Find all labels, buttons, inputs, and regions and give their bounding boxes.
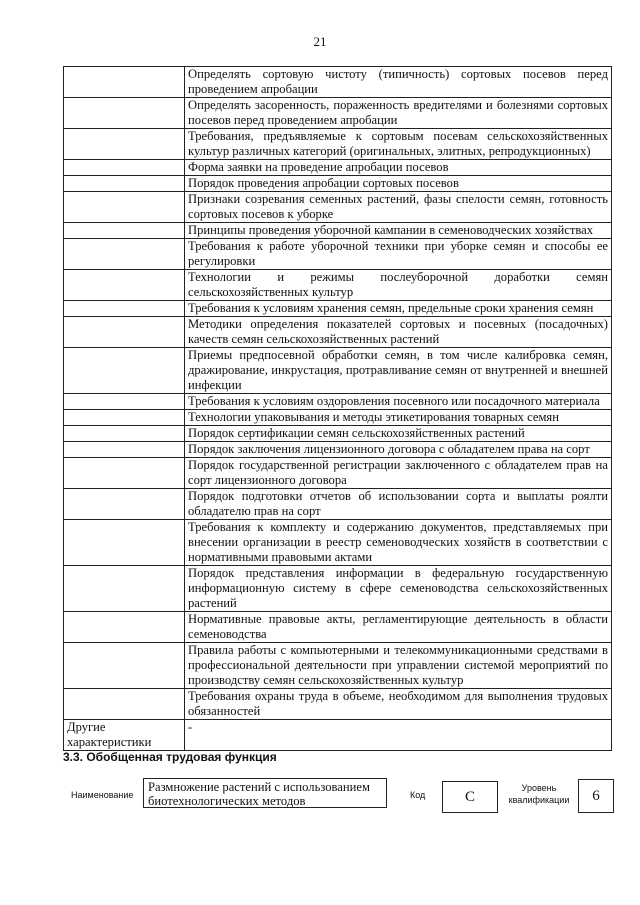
row-requirement: Требования, предъявляемые к сортовым посевам сельскохозяйственных культур различных категорий (оригинальных, элитных, репродукционных) [185, 129, 612, 160]
row-category [64, 458, 185, 489]
level-field: 6 [578, 779, 614, 813]
row-requirement: Определять засоренность, пораженность вредителями и болезнями сортовых посевов перед проведением апробации [185, 98, 612, 129]
row-category [64, 98, 185, 129]
row-category [64, 426, 185, 442]
row-requirement: Требования к условиям хранения семян, предельные сроки хранения семян [185, 301, 612, 317]
row-category [64, 67, 185, 98]
row-requirement: Порядок проведения апробации сортовых посевов [185, 176, 612, 192]
row-category [64, 270, 185, 301]
row-category: Другие характеристики [64, 720, 185, 751]
row-requirement: Приемы предпосевной обработки семян, в том числе калибровка семян, дражирование, инкрустация, протравливание семян от внутренней и внешней инфекции [185, 348, 612, 394]
table-row [64, 239, 612, 270]
row-category [64, 442, 185, 458]
row-category [64, 192, 185, 223]
level-label: Уровень квалификации [508, 783, 570, 805]
row-category [64, 566, 185, 612]
table-row [64, 643, 612, 689]
table-row [64, 612, 612, 643]
table-row [64, 317, 612, 348]
row-requirement: - [185, 720, 612, 751]
table-row [64, 223, 612, 239]
code-field: С [442, 781, 498, 813]
row-category [64, 348, 185, 394]
code-label: Код [410, 790, 426, 800]
row-requirement: Технологии упаковывания и методы этикетирования товарных семян [185, 410, 612, 426]
row-requirement: Требования к условиям оздоровления посевного или посадочного материала [185, 394, 612, 410]
table-row [64, 98, 612, 129]
row-category [64, 689, 185, 720]
row-requirement: Требования к комплекту и содержанию документов, представляемых при внесении организации в реестр семеноводческих хозяйств в соответствии с нормативными правовыми актами [185, 520, 612, 566]
table-row [64, 301, 612, 317]
table-row [64, 394, 612, 410]
table-row [64, 489, 612, 520]
table-row [64, 566, 612, 612]
table-row [64, 520, 612, 566]
table-row [64, 426, 612, 442]
row-category [64, 160, 185, 176]
row-category [64, 489, 185, 520]
generalized-function-row [63, 778, 613, 818]
row-category [64, 520, 185, 566]
row-requirement: Порядок заключения лицензионного договора с обладателем права на сорт [185, 442, 612, 458]
table-row [64, 129, 612, 160]
row-category [64, 129, 185, 160]
table-row [64, 410, 612, 426]
row-category [64, 239, 185, 270]
requirements-table [63, 66, 612, 751]
table-row [64, 458, 612, 489]
row-category [64, 643, 185, 689]
row-requirement: Порядок подготовки отчетов об использовании сорта и выплаты роялти обладателю прав на сорт [185, 489, 612, 520]
row-category [64, 410, 185, 426]
row-requirement: Правила работы с компьютерными и телекоммуникационными средствами в профессиональной деятельности при управлении системой мероприятий по производству семян сельскохозяйственных культур [185, 643, 612, 689]
table-row [64, 192, 612, 223]
table-row [64, 176, 612, 192]
row-requirement: Форма заявки на проведение апробации посевов [185, 160, 612, 176]
table-row [64, 442, 612, 458]
row-category [64, 317, 185, 348]
row-requirement: Требования к работе уборочной техники при уборке семян и способы ее регулировки [185, 239, 612, 270]
row-requirement: Признаки созревания семенных растений, фазы спелости семян, готовность сортовых посевов к уборке [185, 192, 612, 223]
row-category [64, 394, 185, 410]
row-requirement: Порядок представления информации в федеральную государственную информационную систему в сфере семеноводства сельскохозяйственных растений [185, 566, 612, 612]
table-row [64, 67, 612, 98]
page-number: 21 [313, 34, 327, 49]
row-requirement: Порядок государственной регистрации заключенного с обладателем прав на сорт лицензионного договора [185, 458, 612, 489]
table-row [64, 348, 612, 394]
row-requirement: Нормативные правовые акты, регламентирующие деятельность в области семеноводства [185, 612, 612, 643]
row-category [64, 301, 185, 317]
row-requirement: Определять сортовую чистоту (типичность) сортовых посевов перед проведением апробации [185, 67, 612, 98]
section-title: 3.3. Обобщенная трудовая функция [63, 750, 277, 764]
row-category [64, 223, 185, 239]
row-category [64, 612, 185, 643]
row-requirement: Принципы проведения уборочной кампании в семеноводческих хозяйствах [185, 223, 612, 239]
table-row [64, 160, 612, 176]
row-requirement: Технологии и режимы послеуборочной доработки семян сельскохозяйственных культур [185, 270, 612, 301]
row-requirement: Порядок сертификации семян сельскохозяйственных растений [185, 426, 612, 442]
table-row [64, 270, 612, 301]
row-category [64, 176, 185, 192]
function-name-field: Размножение растений с использованием биотехнологических методов [143, 778, 387, 808]
table-row [64, 689, 612, 720]
table-row [64, 720, 612, 751]
row-requirement: Методики определения показателей сортовых и посевных (посадочных) качеств семян сельскохозяйственных растений [185, 317, 612, 348]
name-label: Наименование [71, 790, 134, 800]
row-requirement: Требования охраны труда в объеме, необходимом для выполнения трудовых обязанностей [185, 689, 612, 720]
